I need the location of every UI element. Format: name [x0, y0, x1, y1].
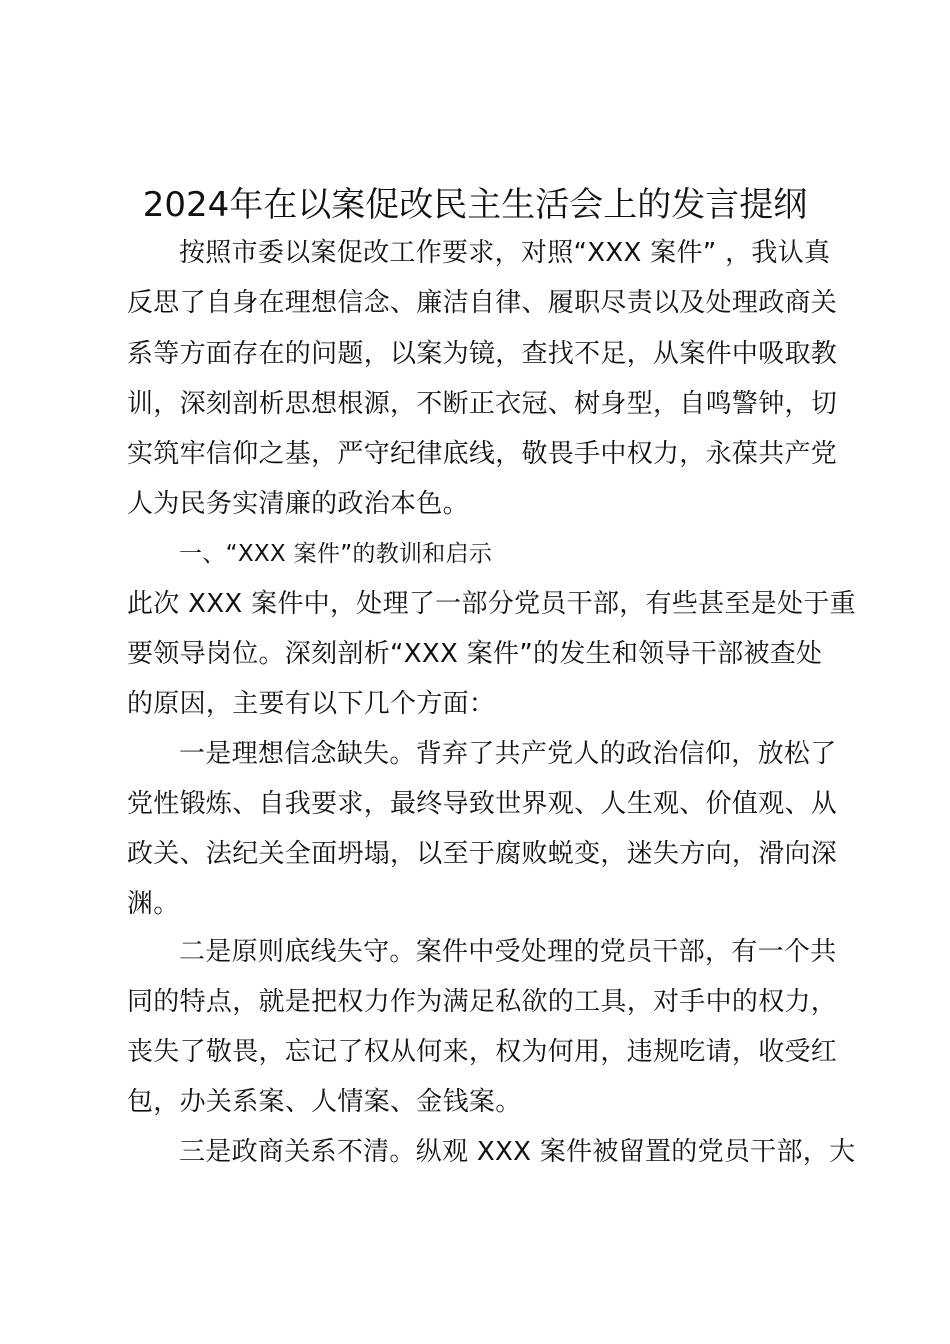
text-line: 一是理想信念缺失。背弃了共产党人的政治信仰，放松了 — [179, 739, 837, 769]
text-line: 渊。 — [127, 889, 180, 919]
document-title: 2024年在以案促改民主生活会上的发言提纲 — [142, 185, 808, 225]
text-line: 政关、法纪关全面坍塌，以至于腐败蜕变，迷失方向，滑向深 — [127, 839, 838, 869]
section-heading: 一、“XXX 案件”的教训和启示 — [179, 541, 493, 567]
text-line: 反思了自身在理想信念、廉洁自律、履职尽责以及处理政商关 — [127, 288, 838, 318]
text-line: 三是政商关系不清。纵观 XXX 案件被留置的党员干部，大 — [179, 1137, 856, 1167]
text-line: 训，深刻剖析思想根源，不断正衣冠、树身型，自鸣警钟，切 — [127, 389, 838, 419]
text-line: 人为民务实清廉的政治本色。 — [127, 489, 469, 519]
text-line: 要领导岗位。深刻剖析“XXX 案件”的发生和领导干部被查处 — [127, 639, 823, 669]
text-line: 此次 XXX 案件中，处理了一部分党员干部，有些甚至是处于重 — [127, 589, 856, 619]
text-line: 的原因，主要有以下几个方面： — [127, 689, 496, 719]
text-line: 党性锻炼、自我要求，最终导致世界观、人生观、价值观、从 — [127, 789, 838, 819]
text-line: 丧失了敬畏，忘记了权从何来，权为何用，违规吃请，收受红 — [127, 1037, 838, 1067]
text-line: 二是原则底线失守。案件中受处理的党员干部，有一个共 — [179, 937, 837, 967]
text-line: 包，办关系案、人情案、金钱案。 — [127, 1087, 522, 1117]
text-line: 系等方面存在的问题，以案为镜，查找不足，从案件中吸取教 — [127, 339, 838, 369]
text-line: 按照市委以案促改工作要求，对照“XXX 案件” ，我认真 — [179, 238, 831, 268]
text-line: 同的特点，就是把权力作为满足私欲的工具，对手中的权力， — [127, 987, 838, 1017]
text-line: 实筑牢信仰之基，严守纪律底线，敬畏手中权力，永葆共产党 — [127, 439, 838, 469]
